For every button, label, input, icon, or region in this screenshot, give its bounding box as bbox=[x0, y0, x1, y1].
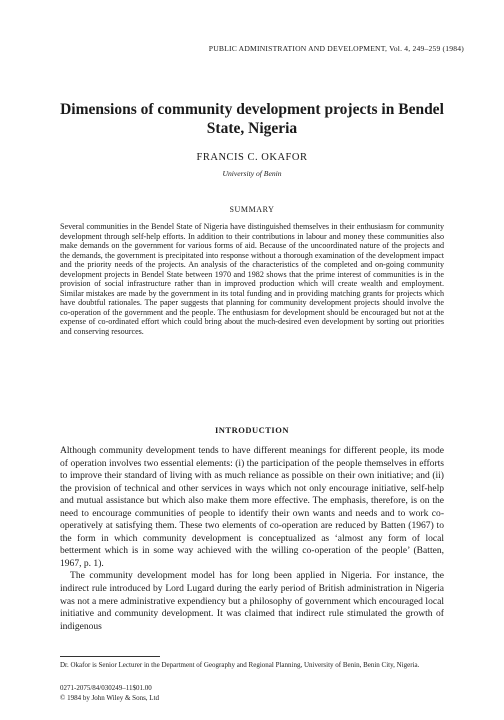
copyright-block bbox=[60, 684, 444, 703]
author-name: FRANCIS C. OKAFOR bbox=[196, 152, 308, 163]
author-affiliation: University of Benin bbox=[222, 169, 282, 178]
body-text bbox=[60, 445, 444, 633]
copyright-line: © 1984 by John Wiley & Sons, Ltd bbox=[60, 693, 160, 702]
introduction-heading: INTRODUCTION bbox=[214, 425, 289, 435]
summary-heading: SUMMARY bbox=[229, 205, 275, 214]
author-footnote: Dr. Okafor is Senior Lecturer in the Department of Geography and Regional Planning, University of Benin, Benin City, Nigeria. bbox=[60, 661, 420, 669]
body-paragraph: Although community development tends to have different meanings for different people, its mode of operation involves two essential elements: (i) the participation of the people themselves in efforts to improve their standard of living with as much reliance as possible on their own initiative; and (ii) the provision of technical and other services in ways which not only encourage initiative, self-help and mutual assistance but which also make them more effective. The emphasis, therefore, is on the need to encourage communities of people to identify their own wants and needs and to work co-operatively at satisfying them. These two elements of co-operation are reduced by Batten (1967) to the form in which community development is conceptualized as ‘almost any form of local betterment which is in some way achieved with the willing co-operation of the people’ (Batten, 1967, p. 1). bbox=[60, 445, 444, 569]
article-title: Dimensions of community development projects in Bendel State, Nigeria bbox=[60, 101, 444, 137]
running-head: PUBLIC ADMINISTRATION AND DEVELOPMENT, Vol. 4, 249–259 (1984) bbox=[208, 44, 464, 53]
footnote-divider bbox=[60, 656, 160, 657]
body-paragraph: The community development model has for long been applied in Nigeria. For instance, the indirect rule introduced by Lord Lugard during the early period of British administration in Nigeria was not a mere administrative expendiency but a philosophy of government which encouraged local initiative and community development. It was claimed that indirect rule stimulated the growth of indigenous bbox=[60, 570, 444, 632]
issn-line: 0271-2075/84/030249–11$01.00 bbox=[60, 684, 152, 692]
abstract-text: Several communities in the Bendel State of Nigeria have distinguished themselves in their enthusiasm for community development through self-help efforts. In addition to their contributions in labour and money these communities also make demands on the government for various forms of aid. Because of the uncoordinated nature of the projects and the demands, the government is precipitated into response without a thorough examination of the development impact and the priority needs of the projects. An analysis of the characteristics of the completed and on-going community development projects in Bendel State between 1970 and 1982 shows that the prime interest of communities is in the provision of social infrastructure rather than in improved production which will create wealth and employment. Similar mistakes are made by the government in its total funding and in providing matching grants for projects which have doubtful rationales. The paper suggests that planning for community development projects should involve the co-operation of the government and the people. The enthusiasm for development should be encouraged but not at the expense of co-ordinated effort which could bring about the much-desired even development by sorting out priorities and conserving resources. bbox=[60, 222, 444, 337]
